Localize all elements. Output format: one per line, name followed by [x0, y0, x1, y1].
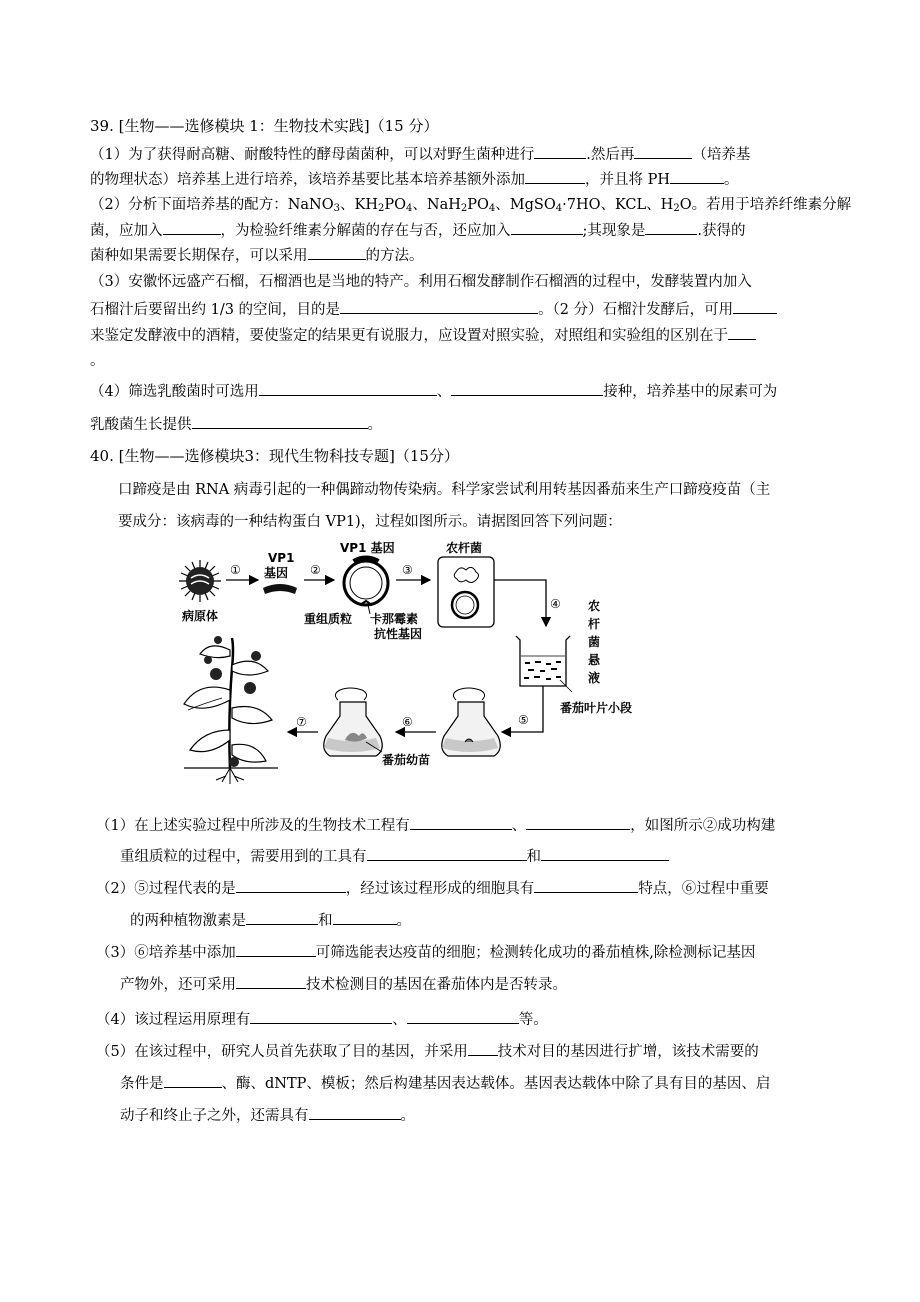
q40-title: 40. [生物——选修模块3：现代生物科技专题]（15分） [90, 447, 459, 465]
text: 可筛选能表达疫苗的细胞；检测转化成功的番茄植株,除检测标记基因 [315, 945, 756, 961]
text: 的两种植物激素是 [130, 913, 246, 929]
q39-p1-line2 [90, 169, 739, 190]
q39-p3-line1: （3）安徽怀远盛产石榴，石榴酒也是当地的特产。利用石榴发酵制作石榴酒的过程中，发酵装置内加入 [90, 274, 752, 290]
text: 的方法。 [365, 248, 424, 264]
label-vp1-gene-top: VP1 基因 [340, 541, 395, 555]
subscript: 2 [460, 203, 468, 214]
answer-blank[interactable] [309, 1105, 401, 1120]
step-5: ⑤ [518, 713, 529, 727]
text: 等。 [518, 1012, 548, 1028]
q39-p2-line1 [90, 195, 851, 219]
text: （2）⑤过程代表的是 [96, 881, 236, 897]
q40-s2-line1 [96, 878, 769, 899]
beaker-icon [516, 636, 570, 686]
text: ，为检验纤维素分解菌的存在与否，还应加入 [220, 223, 511, 239]
answer-blank[interactable] [645, 220, 697, 235]
text: ，经过该过程形成的细胞具有 [345, 881, 535, 897]
text: （4）筛选乳酸菌时可选用 [90, 384, 259, 400]
answer-blank[interactable] [728, 325, 756, 340]
q39-p4-line2 [90, 414, 382, 435]
text: PO [467, 197, 489, 213]
text: 来鉴定发酵液中的酒精，要使鉴定的结果更有说服力，应设置对照实验，对照组和实验组的区别在于 [90, 328, 728, 344]
subscript: 4 [406, 203, 413, 214]
answer-blank[interactable] [534, 878, 638, 893]
text: （4）该过程运用原理有 [96, 1012, 251, 1028]
answer-blank[interactable] [163, 220, 221, 235]
text: 和 [526, 849, 541, 865]
tomato-plant-icon [184, 636, 278, 784]
culture-flask-left-icon [324, 688, 383, 756]
q40-s5-line2 [120, 1073, 770, 1094]
step-2: ② [310, 563, 321, 577]
label-kana-b: 抗性基因 [374, 627, 423, 641]
answer-blank[interactable] [333, 910, 397, 925]
text: 。（2 分）石榴汁发酵后，可用 [538, 302, 734, 318]
text: O。若用于培养纤维素分解 [679, 197, 852, 213]
text: ;其现象是 [582, 223, 646, 239]
text: 、NaH [412, 197, 461, 213]
label-kana-a: 卡那霉素 [370, 612, 419, 626]
q39-p3-line3 [90, 325, 756, 346]
label-seedling: 番茄幼苗 [382, 753, 431, 767]
q39-p4-line1 [90, 381, 777, 402]
text: 的物理状态）培养基上进行培养，该培养基要比基本培养基额外添加 [90, 172, 525, 188]
text: 、 [511, 818, 527, 834]
answer-blank[interactable] [526, 815, 630, 830]
answer-blank[interactable] [246, 910, 318, 925]
step-6: ⑥ [402, 715, 413, 729]
text: .然后再 [586, 147, 635, 163]
q40-s5-line3 [120, 1105, 415, 1126]
answer-blank[interactable] [340, 299, 538, 314]
text: 、 [392, 1012, 407, 1028]
text: （3）⑥培养基中添加 [96, 945, 236, 961]
answer-blank[interactable] [192, 414, 368, 429]
text: 、 [436, 384, 452, 400]
subscript: 2 [378, 203, 385, 214]
step-3: ③ [402, 563, 413, 577]
answer-blank[interactable] [308, 245, 366, 260]
pathogen-icon [179, 560, 221, 602]
vp1-gene-fragment-icon [263, 584, 297, 594]
text: 技术对目的基因进行扩增，该技术需要的 [497, 1044, 759, 1060]
q40-s5-line1 [96, 1041, 759, 1062]
step-4: ④ [550, 597, 561, 611]
step-1: ① [230, 563, 241, 577]
subscript: 3 [333, 203, 341, 214]
text: .获得的 [697, 223, 746, 239]
text: （1）为了获得耐高糖、耐酸特性的酵母菌菌种，可以对野生菌种进行 [90, 147, 535, 163]
q39-p2-line3 [90, 245, 424, 266]
q40-s1-line1 [96, 815, 775, 836]
text: （2）分析下面培养基的配方：NaNO [90, 197, 334, 213]
q40-s1-line2 [120, 846, 669, 867]
text: 重组质粒的过程中，需要用到的工具有 [120, 849, 367, 865]
text: PO [384, 197, 407, 213]
answer-blank[interactable] [634, 144, 692, 159]
q40-intro-line2: 要成分：该病毒的一种结构蛋白 VP1)，过程如图所示。请据图回答下列问题： [118, 514, 622, 530]
text: 和 [318, 913, 333, 929]
text: 、酶、dNTP、模板；然后构建基因表达载体。基因表达载体中除了具有目的基因、启 [221, 1076, 771, 1092]
text: 菌种如果需要长期保存，可以采用 [90, 248, 308, 264]
q39-p2-line2 [90, 220, 746, 241]
label-vp1: VP1 [268, 551, 295, 565]
answer-blank[interactable] [451, 381, 603, 396]
step-7: ⑦ [296, 715, 307, 729]
label-leaf-segments: 番茄叶片小段 [560, 701, 633, 715]
text: ，如图所示②成功构建 [630, 818, 776, 834]
answer-blank[interactable] [525, 169, 585, 184]
label-agrobacterium: 农杆菌 [446, 541, 483, 555]
text: 、KH [340, 197, 378, 213]
q39-p3-line2 [90, 299, 777, 320]
text: ·7HO、KCL、H [562, 197, 674, 213]
q39-p1-line1 [90, 144, 750, 165]
answer-blank[interactable] [367, 846, 527, 861]
text: 乳酸菌生长提供 [90, 417, 192, 433]
text: 技术检测目的基因在番茄体内是否转录。 [306, 977, 567, 993]
text: 石榴汁后要留出约 1/3 的空间，目的是 [90, 302, 341, 318]
text: （5）在该过程中，研究人员首先获取了目的基因，并采用 [96, 1044, 468, 1060]
q40-s3-line2 [120, 974, 567, 995]
text: 动子和终止子之外，还需具有 [120, 1108, 309, 1124]
answer-blank[interactable] [407, 1009, 519, 1024]
q40-intro-line1: 口蹄疫是由 RNA 病毒引起的一种偶蹄动物传染病。科学家尝试利用转基因番茄来生产口蹄疫疫苗（主 [118, 482, 771, 498]
subscript: 2 [673, 203, 680, 214]
q40-s4-line1 [96, 1009, 548, 1030]
text: ，并且将 PH [585, 172, 671, 188]
answer-blank[interactable] [670, 169, 724, 184]
answer-blank[interactable] [259, 381, 437, 396]
text: 。 [367, 417, 382, 433]
culture-flask-right-icon [442, 688, 501, 756]
answer-blank[interactable] [534, 144, 586, 159]
text: （培养基 [692, 147, 751, 163]
text: 、MgSO [495, 197, 556, 213]
label-susp-3: 菌 [588, 635, 601, 649]
label-plasmid: 重组质粒 [304, 612, 353, 626]
text: 产物外，还可采用 [120, 977, 236, 993]
subscript: 4 [488, 203, 496, 214]
q40-s3-line1 [96, 942, 755, 963]
text: 菌，应加入 [90, 223, 163, 239]
q39-title: 39. [生物——选修模块 1：生物技术实践]（15 分） [90, 117, 439, 135]
subscript: 4 [555, 203, 563, 214]
label-susp-5: 液 [588, 671, 601, 685]
answer-blank[interactable] [733, 299, 777, 314]
q39-p3-line4: 。 [90, 353, 105, 369]
label-susp-4: 悬 [588, 653, 601, 667]
text: 接种，培养基中的尿素可为 [603, 384, 778, 400]
answer-blank[interactable] [236, 878, 346, 893]
text: （1）在上述实验过程中所涉及的生物技术工程有 [96, 818, 410, 834]
text: 特点，⑥过程中重要 [638, 881, 769, 897]
vaccine-process-diagram [160, 540, 680, 790]
label-susp-1: 农 [588, 599, 601, 613]
text: 。 [724, 172, 739, 188]
text: 。 [400, 1108, 415, 1124]
answer-blank[interactable] [468, 1041, 498, 1056]
answer-blank[interactable] [236, 942, 316, 957]
answer-blank[interactable] [236, 974, 306, 989]
answer-blank[interactable] [511, 220, 583, 235]
answer-blank[interactable] [410, 815, 512, 830]
text: 条件是 [120, 1076, 164, 1092]
label-susp-2: 杆 [588, 617, 601, 631]
text: 。 [396, 913, 411, 929]
answer-blank[interactable] [250, 1009, 392, 1024]
label-gene: 基因 [264, 566, 289, 580]
recombinant-plasmid-icon [344, 558, 388, 605]
answer-blank[interactable] [541, 846, 669, 861]
answer-blank[interactable] [164, 1073, 222, 1088]
label-pathogen: 病原体 [182, 609, 219, 623]
q40-s2-line2 [130, 910, 411, 931]
